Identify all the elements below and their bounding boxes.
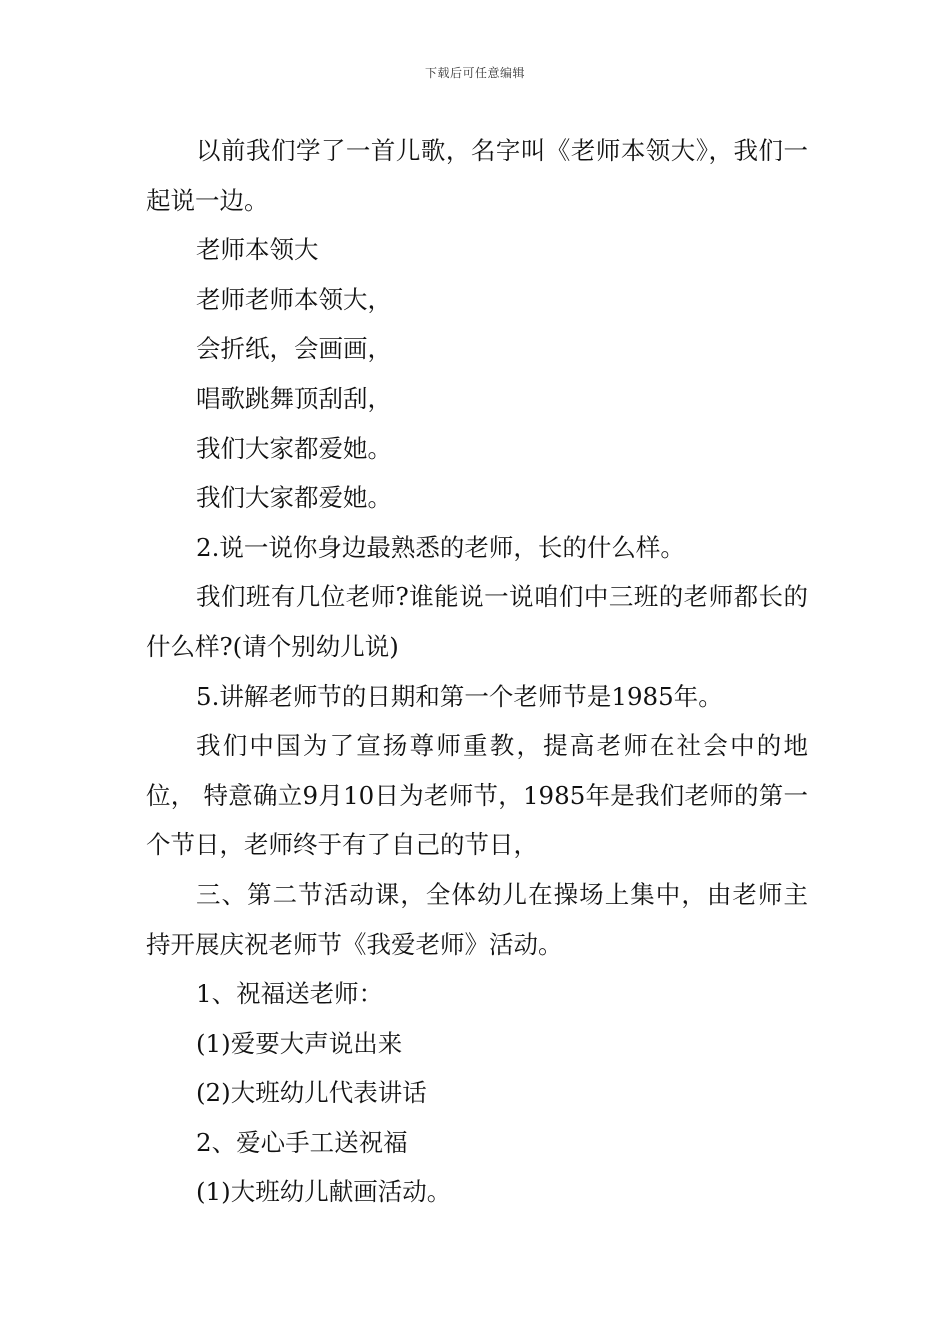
paragraph-intro: 以前我们学了一首儿歌，名字叫《老师本领大》，我们一起说一边。 [146,136,808,215]
list-subitem-1: (1)爱要大声说出来 [196,1028,403,1058]
poem-line-3: 唱歌跳舞顶刮刮， [196,383,392,413]
poem-line-2: 会折纸，会画画， [196,334,392,364]
list-subitem-3: (1)大班幼儿献画活动。 [196,1177,452,1207]
list-item-handcraft: 2、爱心手工送祝福 [196,1127,408,1157]
list-item-blessing: 1、祝福送老师： [196,979,384,1009]
poem-line-4: 我们大家都爱她。 [196,433,392,463]
paragraph-teachers-day-history: 我们中国为了宣扬尊师重教，提高老师在社会中的地位， 特意确立9月10日为老师节，1985年是我们老师的第一个节日，老师终于有了自己的节日， [146,731,808,860]
poem-line-5: 我们大家都爱她。 [196,483,392,513]
poem-title: 老师本领大 [196,235,319,265]
paragraph-class-teachers: 我们班有几位老师?谁能说一说咱们中三班的老师都长的什么样?(请个别幼儿说) [146,582,808,661]
paragraph-step-2: 2.说一说你身边最熟悉的老师，长的什么样。 [196,532,685,562]
document-body [146,126,808,1217]
paragraph-section-3: 三、第二节活动课，全体幼儿在操场上集中，由老师主持开展庆祝老师节《我爱老师》活动。 [146,879,808,959]
page-header: 下载后可任意编辑 [424,66,525,80]
poem-line-1: 老师老师本领大， [196,284,392,314]
list-subitem-2: (2)大班幼儿代表讲话 [196,1078,427,1108]
paragraph-step-5: 5.讲解老师节的日期和第一个老师节是1985年。 [196,681,723,711]
